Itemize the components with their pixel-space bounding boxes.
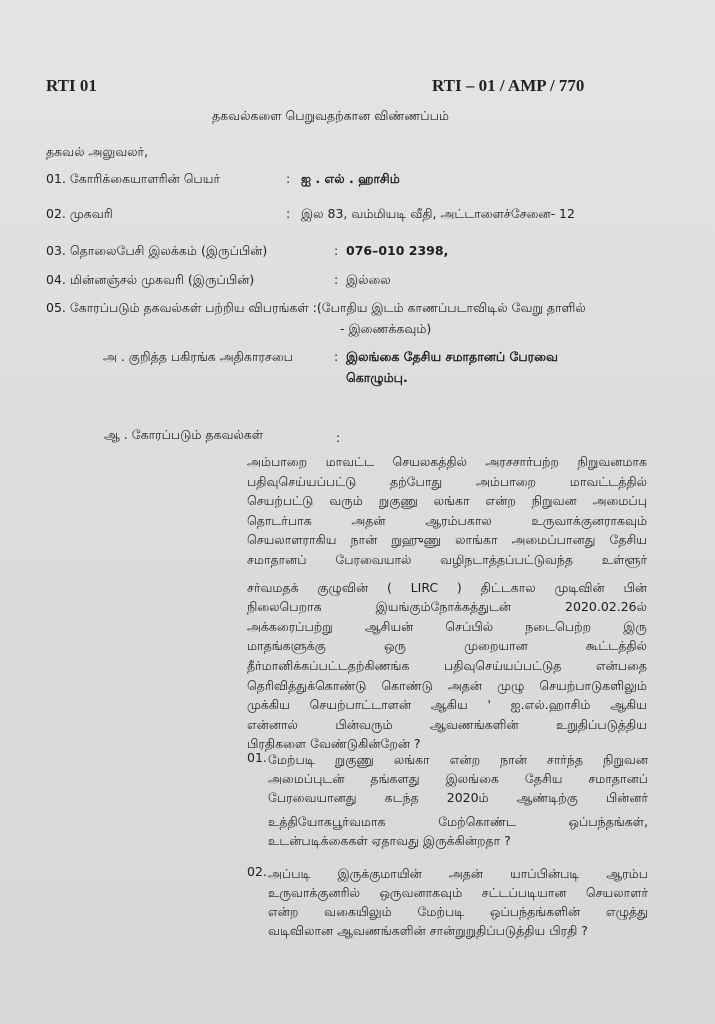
- paragraph-line: தொடர்பாக அதன் ஆரம்பகால உருவாக்குனராகவும்: [247, 512, 647, 528]
- paragraph-line: முக்கிய செயற்பாட்டாளன் ஆகிய ' ஐ.எல்.ஹாசிம் ஆகிய: [247, 697, 647, 713]
- paragraph-line: சர்வமதக் குழுவின் ( LIRC ) திட்டகால முடிவின் பின்: [247, 579, 647, 595]
- salutation: தகவல் அலுவலர்,: [46, 144, 149, 159]
- question-1-number: 01.: [247, 750, 267, 765]
- paragraph-line: செயற்பட்டு வரும் றுகுணு லங்கா என்ற நிறுவன அமைப்பு: [247, 493, 647, 509]
- field-value-phone: 076–010 2398,: [346, 243, 449, 258]
- field-label-address: 02. முகவரி: [46, 206, 113, 221]
- paragraph-line: அக்கரைப்பற்று ஆசியன் செப்பில் நடைபெற்ற இரு: [247, 618, 647, 634]
- paragraph-line: செயலாளராகிய நான் றுஹுணு லாங்கா அமைப்பானது தேசிய: [247, 532, 647, 548]
- sub-a-value-line1: இலங்கை தேசிய சமாதானப் பேரவை: [346, 349, 558, 364]
- field-colon: :: [286, 206, 291, 221]
- question-line: என்ற வகையிலும் மேற்படி ஒப்பந்தங்களின் எழுத்து: [268, 904, 648, 919]
- paragraph-line: நிலைபெறாக இயங்கும்நோக்கத்துடன் 2020.02.26ல்: [247, 599, 647, 615]
- sub-a-value-line2: கொழும்பு.: [346, 370, 408, 385]
- form-code-right: RTI – 01 / AMP / 770: [432, 76, 585, 95]
- item5-line1: 05. கோரப்படும் தகவல்கள் பற்றிய விபரங்கள் :(போதிய இடம் காணப்படாவிடில் வேறு தாளில்: [46, 300, 586, 315]
- field-label-name: 01. கோரிக்கையாளரின் பெயர்: [46, 171, 220, 186]
- field-value-address: இல 83, வம்மியடி வீதி, அட்டாளைச்சேனை- 12: [301, 206, 575, 221]
- field-value-name: ஐ . எல் . ஹாசிம்: [301, 171, 400, 186]
- question-2-number: 02.: [247, 864, 267, 879]
- paragraph-line: சமாதானப் பேரவையால் வழிநடாத்தப்பட்டுவந்த உள்ளூர்: [247, 551, 647, 567]
- paragraph-line: மாதங்களுக்கு ஒரு முறையான கூட்டத்தில்: [247, 638, 647, 654]
- question-line: உருவாக்குனரில் ஒருவனாகவும் சட்டப்படியான செயலாளர்: [268, 885, 648, 900]
- question-line: உத்தியோகபூர்வமாக மேற்கொண்ட ஒப்பந்தங்கள்,: [268, 814, 648, 829]
- field-label-email: 04. மின்னஞ்சல் முகவரி (இருப்பின்): [46, 272, 255, 287]
- question-line: அமைப்புடன் தங்களது இலங்கை தேசிய சமாதானப்: [268, 771, 648, 786]
- paragraph-line: பதிவுசெய்யப்பட்டு தற்போது அம்பாறை மாவட்டத்தில்: [247, 473, 647, 489]
- requested-info-paragraph: [247, 452, 647, 754]
- field-colon: :: [334, 243, 339, 258]
- paragraph-line: என்னால் பின்வரும் ஆவணங்களின் உறுதிப்படுத்திய: [247, 716, 647, 732]
- question-2-text: [268, 864, 648, 940]
- paragraph-line: தெரிவித்துக்கொண்டு கொண்டு அதன் முழு செயற்பாடுகளிலும்: [247, 677, 647, 693]
- question-line: அப்படி இருக்குமாயின் அதன் யாப்பின்படி ஆரம்ப: [268, 866, 648, 881]
- sub-aa-label: ஆ . கோரப்படும் தகவல்கள்: [104, 427, 264, 442]
- question-line: வடிவிலான ஆவணங்களின் சான்றுறுதிப்படுத்திய பிரதி ?: [268, 923, 588, 938]
- question-line: உடன்படிக்கைகள் ஏதாவது இருக்கின்றதா ?: [268, 833, 511, 848]
- field-colon: :: [286, 171, 291, 186]
- question-line: மேற்படி றுகுணு லங்கா என்ற நான் சார்ந்த நிறுவன: [268, 752, 648, 767]
- sub-a-label: அ . குறித்த பகிரங்க அதிகாரசபை: [103, 349, 293, 364]
- paragraph-line: அம்பாறை மாவட்ட செயலகத்தில் அரசசார்பற்ற நிறுவனமாக: [247, 454, 647, 469]
- question-line: பேரவையானது கடந்த 2020ம் ஆண்டிற்கு பின்னர்: [268, 790, 648, 805]
- paragraph-line: பிரதிகளை வேண்டுகின்றேன் ?: [247, 736, 421, 752]
- question-1-text: [268, 750, 648, 850]
- field-value-email: இல்லை: [346, 272, 391, 287]
- sub-a-colon: :: [334, 349, 339, 364]
- field-label-phone: 03. தொலைபேசி இலக்கம் (இருப்பின்): [46, 243, 268, 258]
- field-colon: :: [334, 272, 339, 287]
- item5-line2: - இணைக்கவும்): [340, 321, 432, 336]
- form-title: தகவல்களை பெறுவதற்கான விண்ணப்பம்: [212, 108, 449, 123]
- sub-aa-colon: :: [336, 430, 341, 445]
- form-code-left: RTI 01: [46, 76, 97, 95]
- paragraph-line: தீர்மானிக்கப்பட்டதற்கிணங்க பதிவுசெய்யப்பட்டுத என்பதை: [247, 657, 647, 673]
